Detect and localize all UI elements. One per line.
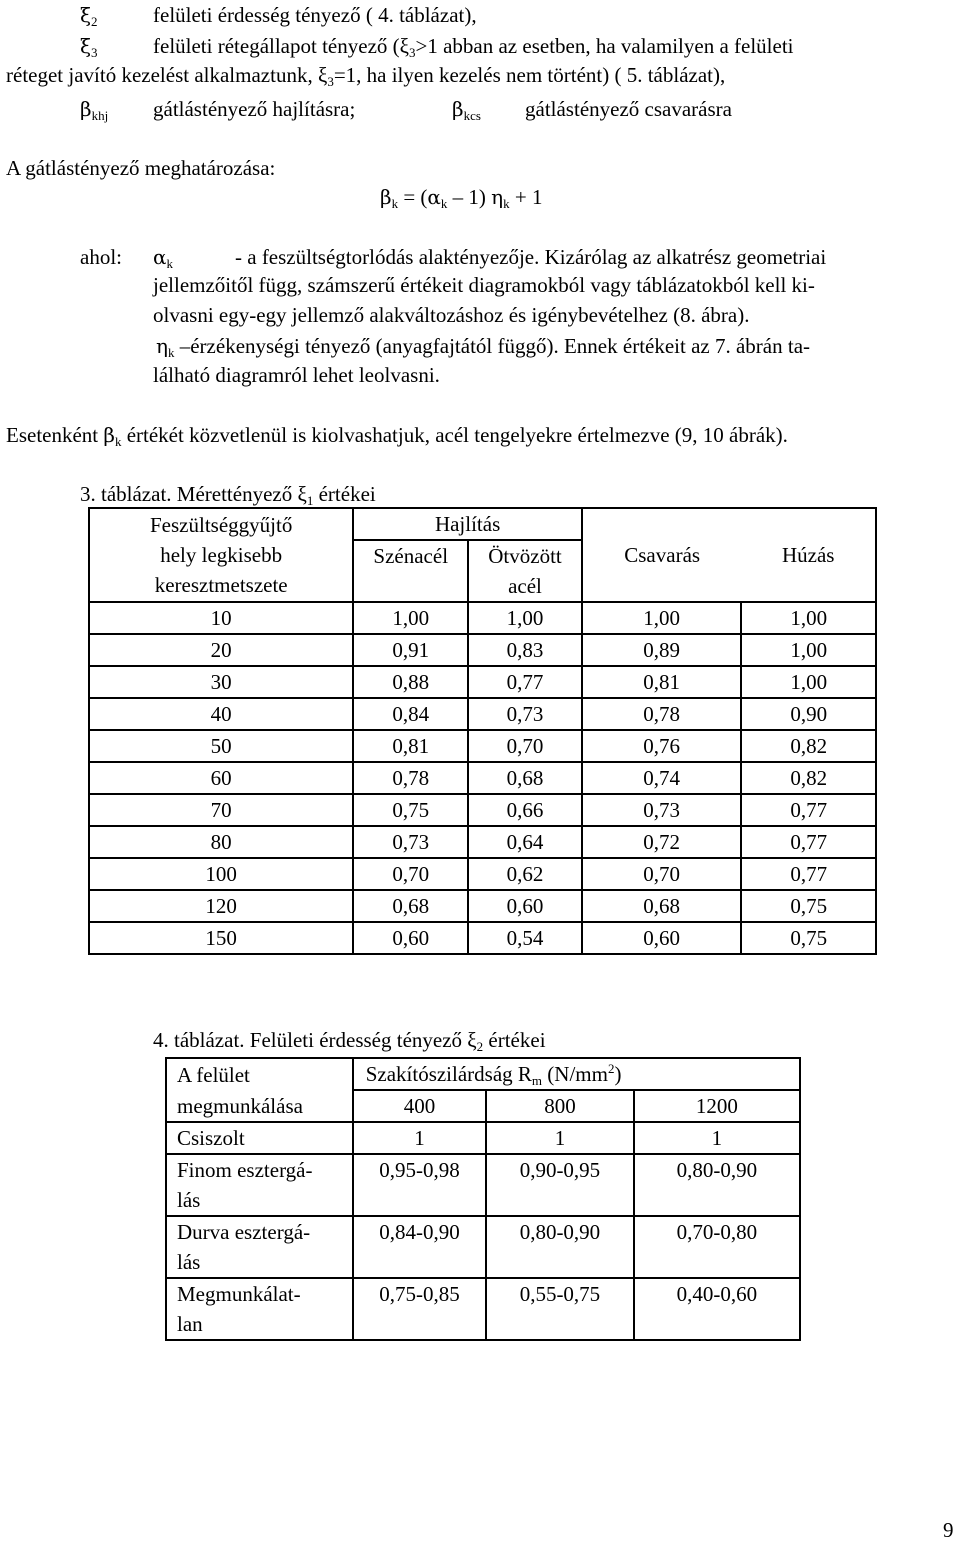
table-cell: 0,66 <box>468 794 582 826</box>
table-cell: 0,55-0,75 <box>486 1278 633 1340</box>
table-cell: 1,00 <box>582 602 742 634</box>
table-cell: 50 <box>89 730 353 762</box>
table-cell: 1,00 <box>741 666 876 698</box>
section-heading: A gátlástényező meghatározása: <box>6 156 276 180</box>
table-cell: 0,78 <box>353 762 468 794</box>
table-cell: 0,64 <box>468 826 582 858</box>
alpha-symbol: $\alpha_k$ <box>153 245 174 271</box>
table-cell: 0,73 <box>468 698 582 730</box>
table-cell: 0,77 <box>741 794 876 826</box>
table-cell: 0,77 <box>741 858 876 890</box>
table3 <box>88 507 877 955</box>
table-cell: 0,90-0,95 <box>486 1154 633 1216</box>
table-row <box>89 858 876 890</box>
table-row <box>89 666 876 698</box>
table-cell: 1,00 <box>468 602 582 634</box>
table4-caption: 4. táblázat. Felületi érdesség tényező $\xi_2$ értékei <box>153 1028 546 1054</box>
page-number: 9 <box>943 1518 954 1542</box>
table-cell: 1,00 <box>353 602 468 634</box>
def-xi2-text: felületi érdesség tényező ( 4. táblázat), <box>153 3 477 27</box>
table-cell: 0,70-0,80 <box>634 1216 800 1278</box>
def-beta-khj-text: gátlástényező hajlításra; <box>153 97 356 121</box>
table-row-label: Csiszolt <box>166 1122 353 1154</box>
def-xi3: $\xi_3$ <box>80 34 98 60</box>
table-cell: 0,74 <box>582 762 742 794</box>
table-cell: 0,70 <box>353 858 468 890</box>
table-cell: 0,84 <box>353 698 468 730</box>
table-row <box>89 890 876 922</box>
eta-line-1: $\eta_k$ –érzékenységi tényező (anyagfajtától függő). Ennek értékeit az 7. ábrán ta- <box>156 334 811 360</box>
table-cell: 0,54 <box>468 922 582 954</box>
table-row <box>89 762 876 794</box>
table-cell: 0,60 <box>353 922 468 954</box>
table-cell: 0,88 <box>353 666 468 698</box>
alpha-line-3: olvasni egy-egy jellemző alakváltozáshoz és igénybevételhez (8. ábra). <box>153 303 750 327</box>
table-cell: 80 <box>89 826 353 858</box>
table-cell: 0,68 <box>353 890 468 922</box>
table-cell: 0,68 <box>582 890 742 922</box>
table-row <box>166 1122 800 1154</box>
alpha-line-2: jellemzőitől függ, számszerű értékeit diagramokból vagy táblázatokból kell ki- <box>153 273 815 297</box>
table-cell: 30 <box>89 666 353 698</box>
table3-header-huzas: Húzás <box>741 508 876 602</box>
table-row-label: Durva esztergá- lás <box>166 1216 353 1278</box>
table-row <box>89 826 876 858</box>
table-cell: 120 <box>89 890 353 922</box>
table-cell: 1,00 <box>741 634 876 666</box>
table-cell: 0,83 <box>468 634 582 666</box>
table-cell: 0,81 <box>582 666 742 698</box>
table-cell: 1 <box>353 1122 487 1154</box>
table-cell: 0,90 <box>741 698 876 730</box>
table-row-label: Finom esztergá- lás <box>166 1154 353 1216</box>
table-cell: 1,00 <box>741 602 876 634</box>
formula: $\beta_k = (\alpha_k - 1) \eta_k + 1$ <box>380 185 543 211</box>
def-xi3-text: felületi rétegállapot tényező ($\xi_3>1$ abban az esetben, ha valamilyen a felületi <box>153 34 794 60</box>
table4-header-col: 400 <box>353 1090 487 1122</box>
table-row <box>166 1278 800 1340</box>
table-cell: 0,80-0,90 <box>486 1216 633 1278</box>
table-cell: 0,77 <box>741 826 876 858</box>
table-cell: 0,89 <box>582 634 742 666</box>
table-cell: 0,81 <box>353 730 468 762</box>
table-cell: 0,82 <box>741 762 876 794</box>
table-cell: 0,75 <box>741 922 876 954</box>
table-cell: 0,73 <box>353 826 468 858</box>
table-row <box>89 602 876 634</box>
def-beta-kcs-text: gátlástényező csavarásra <box>525 97 732 121</box>
table-cell: 0,84-0,90 <box>353 1216 487 1278</box>
table-cell: 0,70 <box>468 730 582 762</box>
table-cell: 0,75 <box>741 890 876 922</box>
table4-header-col: 800 <box>486 1090 633 1122</box>
table-cell: 0,78 <box>582 698 742 730</box>
table-row <box>89 794 876 826</box>
table-cell: 0,68 <box>468 762 582 794</box>
table-cell: 0,75-0,85 <box>353 1278 487 1340</box>
table-cell: 0,75 <box>353 794 468 826</box>
table-row <box>89 922 876 954</box>
table4-header-szakito: Szakítószilárdság $R_m$ $(N/mm^2)$ <box>353 1058 800 1090</box>
table-cell: 0,77 <box>468 666 582 698</box>
table-cell: 0,91 <box>353 634 468 666</box>
alpha-line-1: - a feszültségtorlódás alaktényezője. Kizárólag az alkatrész geometriai <box>235 245 827 269</box>
def-xi2: $\xi_2$ <box>80 3 98 29</box>
table4-header-afelulet: A felület <box>166 1058 353 1090</box>
table-cell: 0,40-0,60 <box>634 1278 800 1340</box>
table3-header-szenacel: Szénacél <box>353 540 468 602</box>
table-row <box>166 1216 800 1278</box>
table-cell: 1 <box>634 1122 800 1154</box>
table-cell: 0,72 <box>582 826 742 858</box>
table-cell: 0,60 <box>468 890 582 922</box>
def-xi3-cont: réteget javító kezelést alkalmaztunk, $\xi_3=1$, ha ilyen kezelés nem történt) ( 5. táblázat), <box>6 63 726 89</box>
table-cell: 0,82 <box>741 730 876 762</box>
table3-header-csavaras: Csavarás <box>582 508 742 602</box>
table-cell: 100 <box>89 858 353 890</box>
table-cell: 60 <box>89 762 353 794</box>
table4-header-col: 1200 <box>634 1090 800 1122</box>
esetenkent-paragraph: Esetenként $\beta_k$ értékét közvetlenül is kiolvashatjuk, acél tengelyekre értelmezve (9, 10 ábrák). <box>6 423 788 449</box>
table3-caption: 3. táblázat. Mérettényező $\xi_1$ értékei <box>80 482 376 508</box>
table-cell: 0,80-0,90 <box>634 1154 800 1216</box>
ahol-label: ahol: <box>80 245 122 269</box>
table-cell: 20 <box>89 634 353 666</box>
table-cell: 70 <box>89 794 353 826</box>
table-cell: 0,76 <box>582 730 742 762</box>
table-cell: 0,70 <box>582 858 742 890</box>
table3-header-otvozott: Ötvözött acél <box>468 540 582 602</box>
table-cell: 0,73 <box>582 794 742 826</box>
eta-line-2: lálható diagramról lehet leolvasni. <box>153 363 440 387</box>
table-cell: 10 <box>89 602 353 634</box>
def-beta-khj: $\beta_{khj}$ <box>80 97 109 123</box>
table3-header-hajlitas: Hajlítás <box>353 508 582 540</box>
table-cell: 1 <box>486 1122 633 1154</box>
table-cell: 40 <box>89 698 353 730</box>
table-row <box>89 698 876 730</box>
table-cell: 0,95-0,98 <box>353 1154 487 1216</box>
table4-header-megmunkalasa: megmunkálása <box>166 1090 353 1122</box>
def-beta-kcs: $\beta_{kcs}$ <box>452 97 481 123</box>
table-row <box>89 730 876 762</box>
table4 <box>165 1057 801 1341</box>
table-cell: 150 <box>89 922 353 954</box>
table-row-label: Megmunkálat- lan <box>166 1278 353 1340</box>
table-row <box>89 634 876 666</box>
table-row <box>166 1154 800 1216</box>
table3-header-col1: Feszültséggyűjtő hely legkisebb keresztmetszete <box>89 508 353 602</box>
table-cell: 0,60 <box>582 922 742 954</box>
table-cell: 0,62 <box>468 858 582 890</box>
